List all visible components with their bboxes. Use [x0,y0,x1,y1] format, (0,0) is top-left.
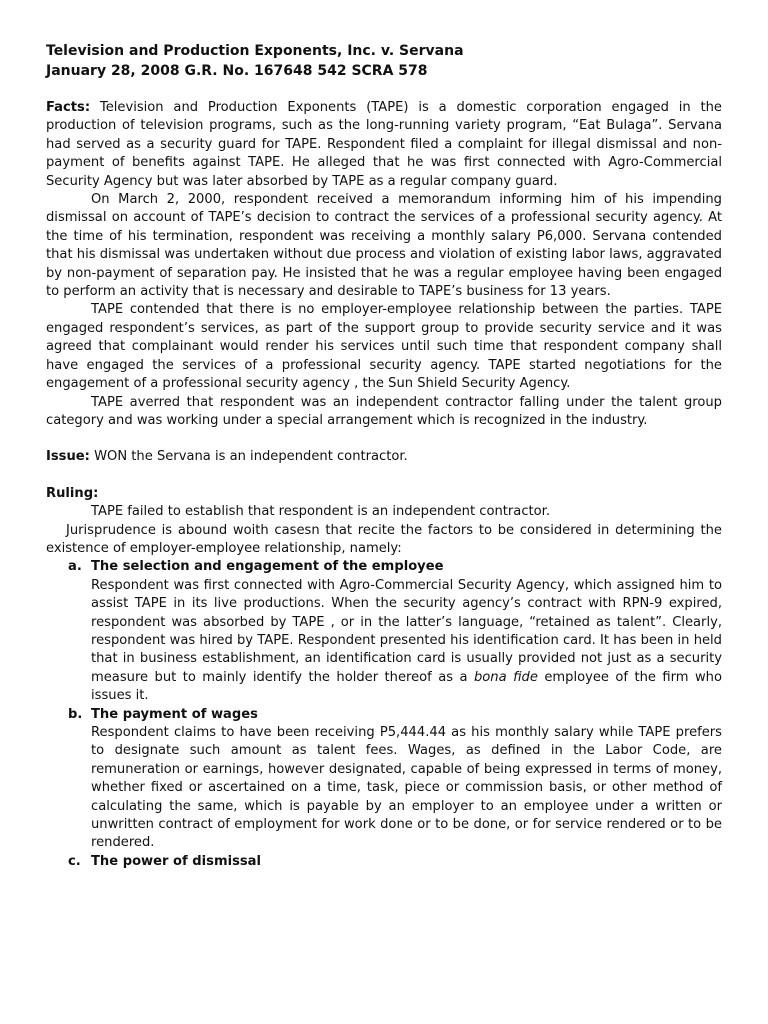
factor-body-italic: bona fide [473,669,538,685]
case-title: Television and Production Exponents, Inc. v. Servana [46,43,464,59]
ruling-label: Ruling: [46,485,99,501]
factor-marker: c. [68,853,81,869]
factor-body [91,577,722,706]
spacer [46,467,722,485]
facts-text-1: Television and Production Exponents (TAPE) is a domestic corporation engaged in the production of television programs, such as the long-running variety program, “Eat Bulaga”. Servana had served as a security guard for TAPE. Respondent filed a complaint for illegal dismissal and non-payment of benefits against TAPE. He alleged that he was first connected with Agro-Commercial Security Agency but was later absorbed by TAPE as a regular company guard. [46,100,722,189]
issue-label: Issue: [46,449,90,465]
facts-paragraph-4: TAPE averred that respondent was an independent contractor falling under the talent group category and was working under a special arrangement which is recognized in the industry. [46,394,722,428]
factor-title: The payment of wages [91,706,258,722]
factor-title: The power of dismissal [91,853,262,869]
facts-paragraph-3: TAPE contended that there is no employer-employee relationship between the parties. TAPE engaged respondent’s services, as part of the support group to provide security service and it was agreed that complainant would render his services until such time that respondent company shall have engaged the services of a professional security agency. TAPE started negotiations for the engagement of a professional security agency , the Sun Shield Security Agency. [46,302,722,392]
facts-paragraph-1 [46,99,722,191]
factors-list [46,558,722,871]
ruling-paragraph-2: Jurisprudence is abound woith casesn that recite the factors to be considered in determining the existence of employer-employee relationship, namely: [46,522,722,556]
factor-body-text-end: employee of the firm who issues it. [91,669,722,704]
factor-marker: a. [68,559,82,575]
issue-paragraph [46,448,722,466]
spacer [46,430,722,448]
factor-item [46,558,722,705]
case-citation: January 28, 2008 G.R. No. 167648 542 SCRA 578 [46,63,428,79]
factor-body-text: Respondent claims to have been receiving P5,444.44 as his monthly salary while TAPE prefers to designate such amount as talent fees. Wages, as defined in the Labor Code, are remuneration or earnings, however designated, capable of being expressed in terms of money, whether fixed or ascertained on a time, task, piece or commission basis, or other method of calculating the same, which is payable by an employer to an employee under a written or unwritten contract of employment for work done or to be done, or for service rendered or to be rendered. [91,725,722,851]
facts-label: Facts: [46,100,91,115]
factor-title: The selection and engagement of the employee [91,559,444,575]
factor-body [91,724,722,853]
facts-paragraph-2: On March 2, 2000, respondent received a memorandum informing him of his impending dismissal on account of TAPE’s decision to contract the services of a professional security agency. At the time of his termination, respondent was receiving a monthly salary P6,000. Servana contended that his dismissal was undertaken without due process and violation of existing labor laws, aggravated by non-payment of separation pay. He insisted that he was a regular employee having been engaged to perform an activity that is necessary and desirable to TAPE’s business for 13 years. [46,192,722,300]
spacer [46,81,722,99]
factor-item [46,853,722,871]
factor-body-text: Respondent was first connected with Agro-Commercial Security Agency, which assigned him to assist TAPE in its live productions. When the security agency’s contract with RPN-9 expired, respondent was absorbed by TAPE , or in the latter’s language, “retained as talent”. Clearly, respondent was hired by TAPE. Respondent presented his identification card. It has been in held that in business establishment, an identification card is usually provided not just as a security measure but to mainly identify the holder thereof as a [91,577,722,685]
factor-item [46,706,722,853]
issue-text: WON the Servana is an independent contractor. [94,449,408,465]
ruling-paragraph-1: TAPE failed to establish that respondent is an independent contractor. [91,504,551,520]
factor-marker: b. [68,706,83,722]
